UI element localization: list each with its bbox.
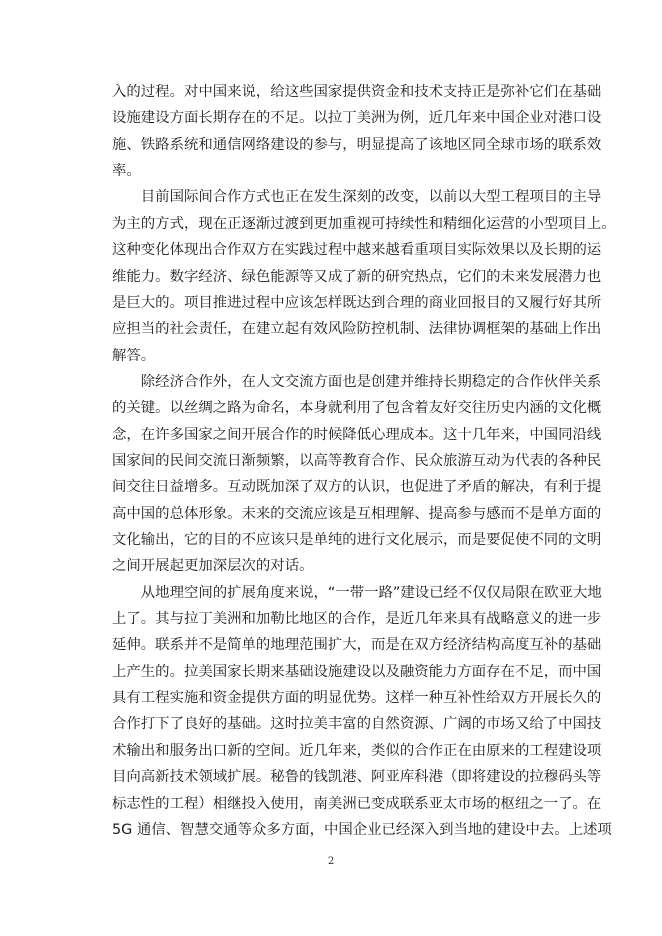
text-line: 高中国的总体形象。未来的交流应该是互相理解、提高参与感而不是单方面的 <box>112 505 602 522</box>
text-line: 的关键。以丝绸之路为命名，本身就利用了包含着友好交往历史内涵的文化概 <box>112 400 602 417</box>
text-line: 这种变化体现出合作双方在实践过程中越来越看重项目实际效果以及长期的运 <box>112 242 602 259</box>
text-line: 合作打下了良好的基础。这时拉美丰富的自然资源、广阔的市场又给了中国技 <box>112 716 602 733</box>
text-line: 目前国际间合作方式也正在发生深刻的改变，以前以大型工程项目的主导 <box>112 189 602 206</box>
text-line: 为主的方式，现在正逐渐过渡到更加重视可持续性和精细化运营的小型项目上。 <box>112 215 616 232</box>
text-line: 解答。 <box>112 347 156 364</box>
page-number: 2 <box>327 856 335 867</box>
text-line: 从地理空间的扩展角度来说，“一带一路”建设已经不仅仅局限在欧亚大地 <box>112 584 602 601</box>
text-line: 目向高新技术领域扩展。秘鲁的钱凯港、阿亚库科港（即将建设的拉穆码头等 <box>112 769 602 786</box>
text-line: 维能力。数字经济、绿色能源等又成了新的研究热点，它们的未来发展潜力也 <box>112 268 602 285</box>
text-line: 文化输出，它的目的不应该只是单纯的进行文化展示，而是要促使不同的文明 <box>112 532 602 548</box>
text-line: 率。 <box>112 163 141 180</box>
text-line: 标志性的工程）相继投入使用，南美洲已变成联系亚太市场的枢纽之一了。在 <box>112 795 602 812</box>
text-line: 延伸。联系并不是简单的地理范围扩大，而是在双方经济结构高度互补的基础 <box>112 637 602 654</box>
text-line: 上产生的。拉美国家长期来基础设施建设以及融资能力方面存在不足，而中国 <box>112 663 602 680</box>
text-line: 上了。其与拉丁美洲和加勒比地区的合作，是近几年来具有战略意义的进一步 <box>112 611 602 627</box>
text-line: 术输出和服务出口新的空间。近几年来，类似的合作正在由原来的工程建设项 <box>112 742 602 759</box>
text-line: 施、铁路系统和通信网络建设的参与，明显提高了该地区同全球市场的联系效 <box>112 136 602 153</box>
text-line: 应担当的社会责任，在建立起有效风险防控机制、法律协调框架的基础上作出 <box>112 321 602 338</box>
text-line: 是巨大的。项目推进过程中应该怎样既达到合理的商业回报目的又履行好其所 <box>112 294 602 311</box>
text-line: 国家间的民间交流日渐频繁，以高等教育合作、民众旅游互动为代表的各种民 <box>112 452 602 469</box>
text-line: 念，在许多国家之间开展合作的时候降低心理成本。这十几年来，中国同沿线 <box>112 426 602 443</box>
text-line: 设施建设方面长期存在的不足。以拉丁美洲为例，近几年来中国企业对港口设 <box>112 110 602 127</box>
text-line: 之间开展起更加深层次的对话。 <box>112 558 314 575</box>
text-line: 5G 通信、智慧交通等众多方面，中国企业已经深入到当地的建设中去。上述项 <box>112 821 612 838</box>
text-line: 入的过程。对中国来说，给这些国家提供资金和技术支持正是弥补它们在基础 <box>112 84 602 100</box>
text-line: 具有工程实施和资金提供方面的明显优势。这样一种互补性给双方开展长久的 <box>112 690 602 707</box>
text-line: 除经济合作外，在人文交流方面也是创建并维持长期稳定的合作伙伴关系 <box>112 373 602 390</box>
text-line: 间交往日益增多。互动既加深了双方的认识，也促进了矛盾的解决，有利于提 <box>112 479 602 496</box>
